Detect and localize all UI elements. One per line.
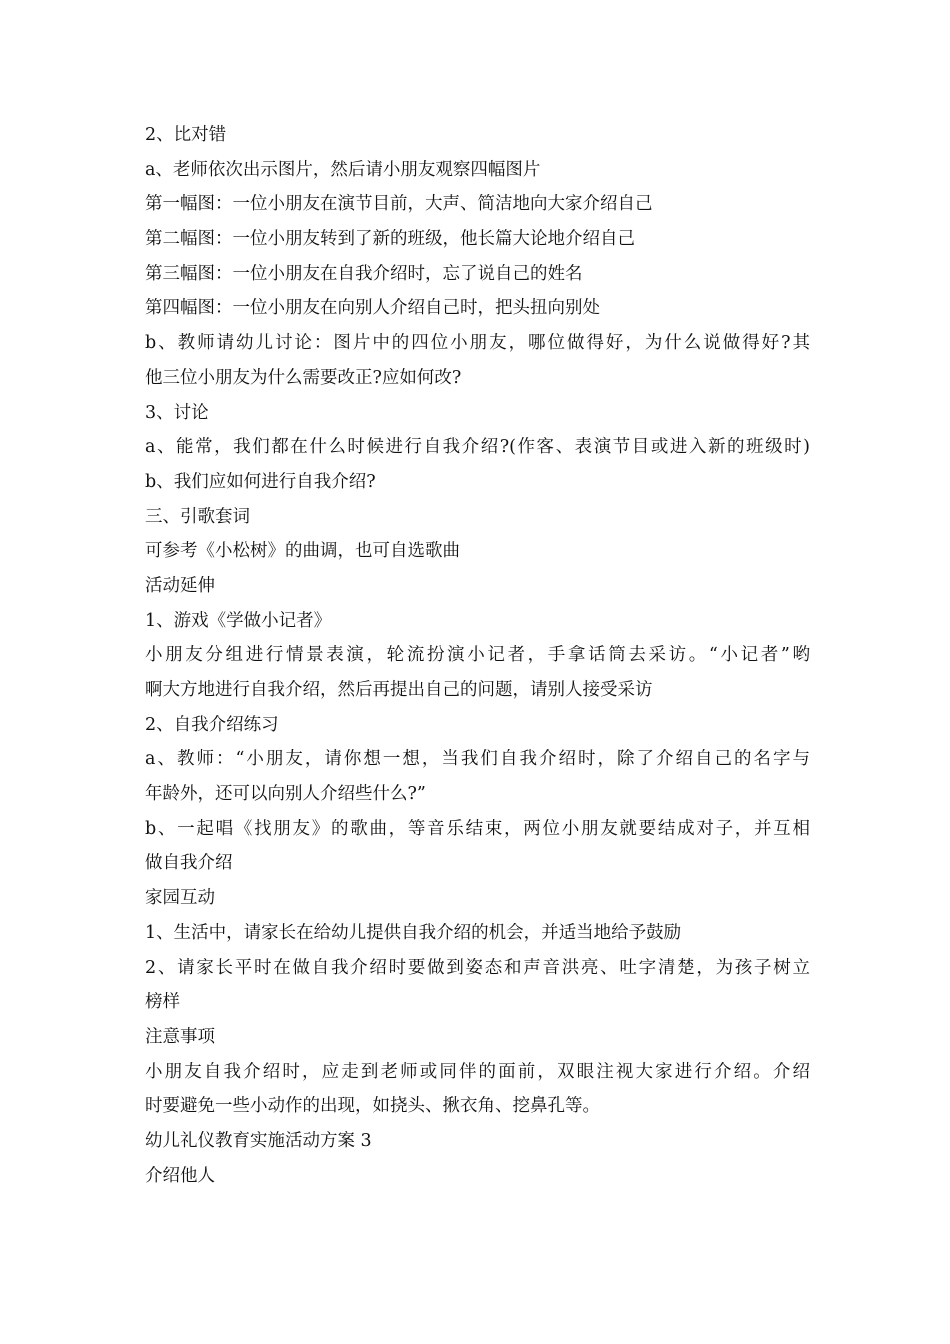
text-line: 第一幅图：一位小朋友在演节目前，大声、简洁地向大家介绍自己	[145, 194, 653, 215]
text-line: 啊大方地进行自我介绍，然后再提出自己的问题，请别人接受采访	[145, 680, 653, 700]
text-line: 时要避免一些小动作的出现，如挠头、揪衣角、挖鼻孔等。	[145, 1096, 600, 1117]
text-line: b、我们应如何进行自我介绍?	[145, 471, 376, 492]
document-page	[145, 118, 810, 1193]
text-line: 年龄外，还可以向别人介绍些什么?”	[145, 784, 426, 805]
text-line: 榜样	[145, 992, 180, 1013]
text-line: 做自我介绍	[145, 853, 233, 874]
text-line: 小朋友自我介绍时，应走到老师或同伴的面前，双眼注视大家进行介绍。介绍	[145, 1061, 810, 1082]
text-line: 1、生活中，请家长在给幼儿提供自我介绍的机会，并适当地给予鼓励	[145, 922, 682, 943]
text-line: 3、讨论	[145, 402, 209, 423]
text-line: 活动延伸	[145, 575, 215, 596]
text-line: a、老师依次出示图片，然后请小朋友观察四幅图片	[145, 159, 541, 180]
text-line: 第二幅图：一位小朋友转到了新的班级，他长篇大论地介绍自己	[145, 229, 635, 250]
text-line: 1、游戏《学做小记者》	[145, 610, 332, 631]
text-line: 2、自我介绍练习	[145, 714, 279, 735]
text-line: 注意事项	[145, 1026, 215, 1047]
text-line: a、教师：“小朋友，请你想一想，当我们自我介绍时，除了介绍自己的名字与	[145, 749, 810, 770]
text-line: 介绍他人	[145, 1165, 215, 1186]
text-line: 可参考《小松树》的曲调，也可自选歌曲	[145, 541, 460, 562]
text-line: 第四幅图：一位小朋友在向别人介绍自己时，把头扭向别处	[145, 298, 600, 319]
text-line: 第三幅图：一位小朋友在自我介绍时，忘了说自己的姓名	[145, 263, 583, 284]
text-line: 幼儿礼仪教育实施活动方案 3	[145, 1130, 372, 1151]
text-line: b、教师请幼儿讨论：图片中的四位小朋友，哪位做得好，为什么说做得好?其	[145, 333, 810, 354]
text-line: 2、比对错	[145, 125, 227, 145]
text-line: 三、引歌套词	[145, 506, 250, 527]
text-line: 2、请家长平时在做自我介绍时要做到姿态和声音洪亮、吐字清楚，为孩子树立	[145, 957, 810, 978]
text-line: 家园互动	[145, 888, 215, 909]
text-line: 他三位小朋友为什么需要改正?应如何改?	[145, 367, 462, 388]
text-line: a、能常，我们都在什么时候进行自我介绍?(作客、表演节目或进入新的班级时)	[145, 437, 810, 458]
text-line: b、一起唱《找朋友》的歌曲，等音乐结束，两位小朋友就要结成对子，并互相	[145, 818, 810, 839]
text-line: 小朋友分组进行情景表演，轮流扮演小记者，手拿话筒去采访。“小记者”哟	[145, 645, 810, 666]
